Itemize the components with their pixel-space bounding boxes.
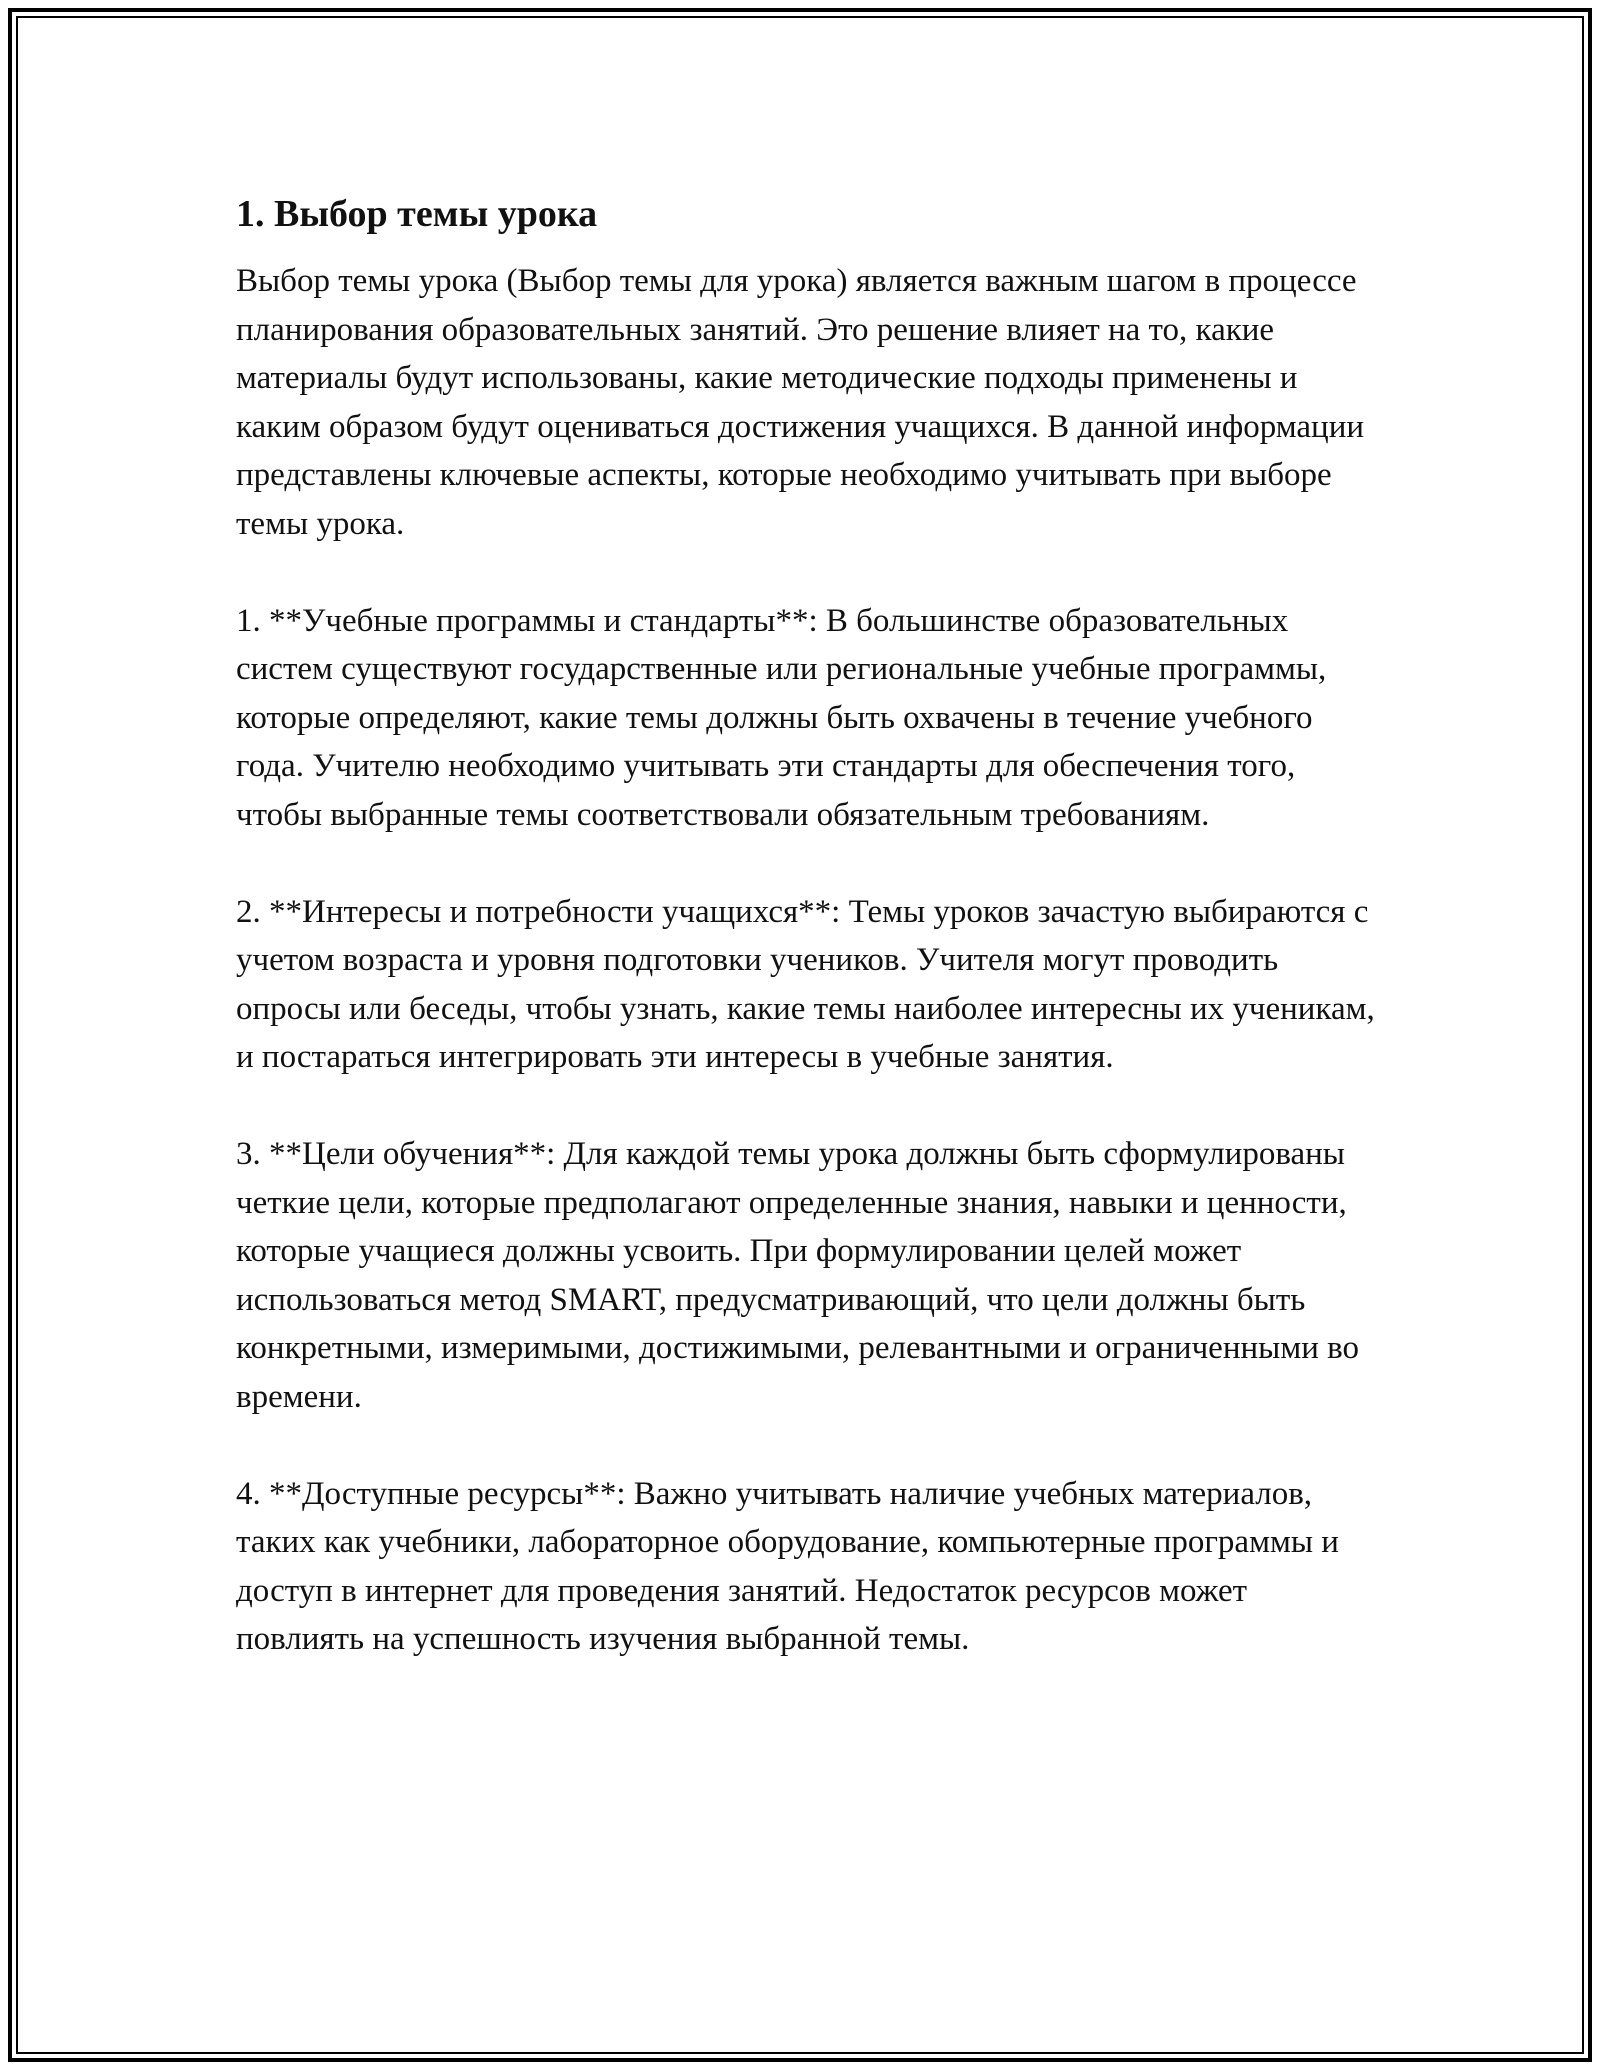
paragraph-student-interests: 2. **Интересы и потребности учащихся**: Темы уроков зачастую выбираются с учетом возраста и уровня подготовки учеников. Учителя могут проводить опросы или беседы, чтобы узнать, какие темы наиболее интересны их ученикам, и постараться интегрировать эти интересы в учебные занятия. <box>236 893 1375 1075</box>
paragraph-learning-goals: 3. **Цели обучения**: Для каждой темы урока должны быть сформулированы четкие цели, которые предполагают определенные знания, навыки и ценности, которые учащиеся должны усвоить. При формулировании целей может использоваться метод SMART, предусматривающий, что цели должны быть конкретными, измеримыми, достижимыми, релевантными и ограниченными во времени. <box>236 1136 1359 1415</box>
section-heading: 1. Выбор темы урока <box>236 193 598 235</box>
intro-paragraph: Выбор темы урока (Выбор темы для урока) является важным шагом в процессе планирования образовательных занятий. Это решение влияет на то, какие материалы будут использованы, какие методические подходы применены и каким образом будут оцениваться достижения учащихся. В данной информации представлены ключевые аспекты, которые необходимо учитывать при выборе темы урока. <box>236 263 1365 542</box>
paragraph-curricula-standards: 1. **Учебные программы и стандарты**: В большинстве образовательных систем существуют государственные или региональные учебные программы, которые определяют, какие темы должны быть охвачены в течение учебного года. Учителю необходимо учитывать эти стандарты для обеспечения того, чтобы выбранные темы соответствовали обязательным требованиям. <box>236 602 1327 833</box>
paragraph-available-resources: 4. **Доступные ресурсы**: Важно учитывать наличие учебных материалов, таких как учебники, лабораторное оборудование, компьютерные программы и доступ в интернет для проведения занятий. Недостаток ресурсов может повлиять на успешность изучения выбранной темы. <box>236 1475 1339 1657</box>
document-body <box>236 185 1376 1664</box>
